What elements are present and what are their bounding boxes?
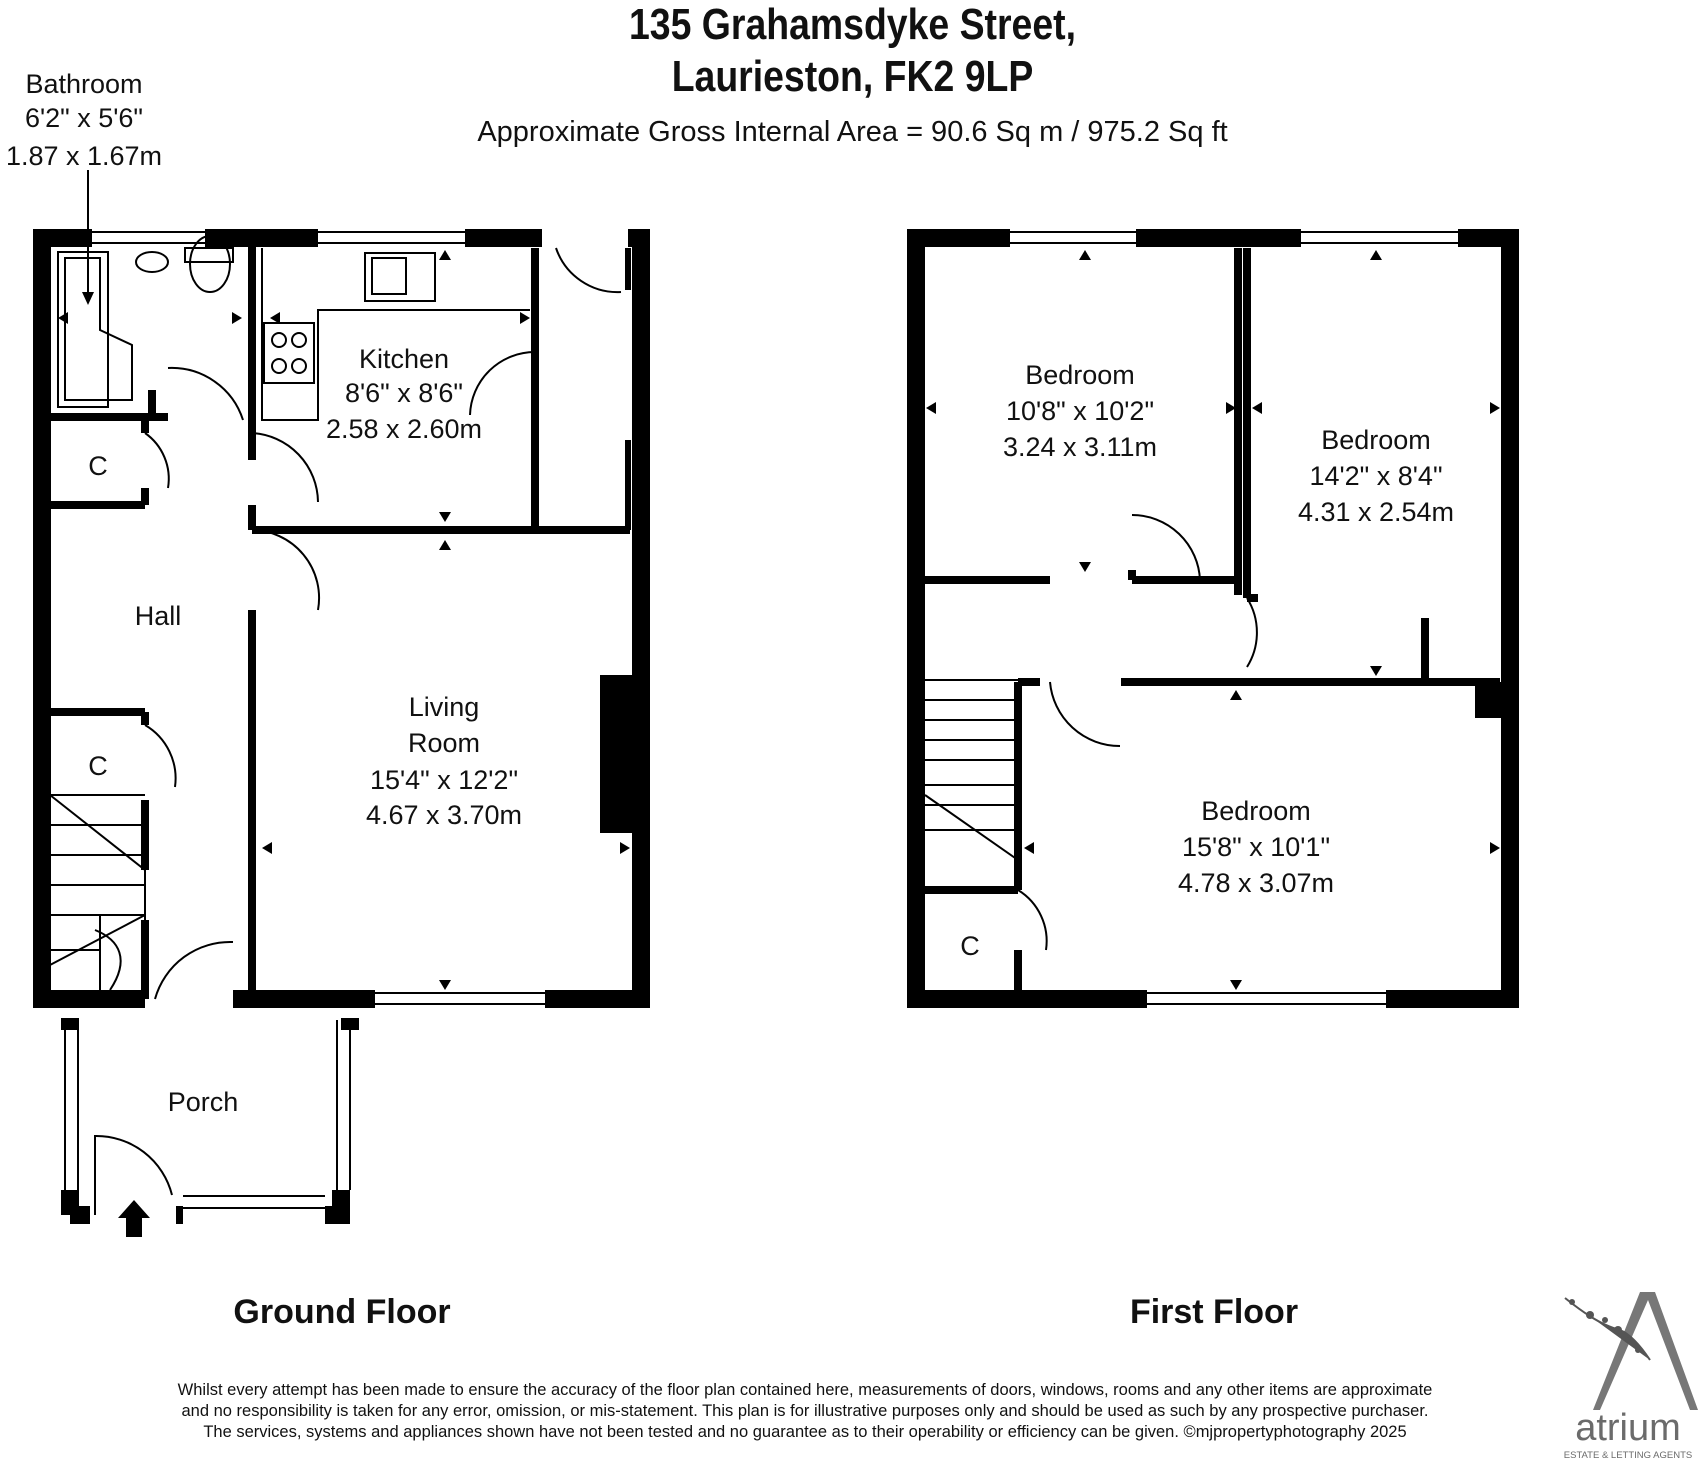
bedroom-3-imperial: 15'8" x 10'1" (1181, 832, 1331, 862)
atrium-logo (1564, 1292, 1698, 1461)
bedroom-1-imperial: 10'8" x 10'2" (1005, 396, 1155, 426)
bathroom-name: Bathroom (25, 69, 143, 99)
bathroom-imperial: 6'2" x 5'6" (24, 103, 144, 133)
living-room-imperial: 15'4" x 12'2" (369, 765, 519, 795)
bedroom-3-name: Bedroom (1201, 796, 1311, 826)
chimney (1475, 682, 1503, 718)
living-room-name-line1: Living (408, 692, 480, 722)
bedroom-2-imperial: 14'2" x 8'4" (1309, 461, 1443, 491)
bedroom-2-metric: 4.31 x 2.54m (1297, 497, 1455, 527)
logo-tagline: ESTATE & LETTING AGENTS (1563, 1450, 1693, 1461)
porch-label: Porch (167, 1087, 239, 1117)
hob (264, 323, 314, 383)
kitchen-name: Kitchen (358, 344, 450, 374)
living-room-metric: 4.67 x 3.70m (365, 800, 523, 830)
disclaimer-line-2: and no responsibility is taken for any error, omission, or mis-statement. This plan is for illustrative purposes only and should be used as such by any prospective purchaser. (181, 1402, 1429, 1420)
fireplace (600, 675, 632, 833)
stairs (925, 680, 1018, 860)
door-swing (1132, 515, 1200, 580)
disclaimer-line-3: The services, systems and appliances shown have not been tested and no guarantee as to their operability or efficiency can be given. ©mjpropertyphotography 2025 (203, 1423, 1407, 1441)
cupboard-label: C (960, 931, 980, 961)
stairs (50, 795, 145, 999)
disclaimer-line-1: Whilst every attempt has been made to ensure the accuracy of the floor plan contained here, measurements of doors, windows, rooms and any other items are approximate (177, 1381, 1433, 1399)
bedroom-1-name: Bedroom (1025, 360, 1135, 390)
store-wall (535, 248, 628, 530)
cupboard-label: C (88, 751, 108, 781)
first-floor-label: First Floor (1129, 1293, 1299, 1331)
basin (136, 252, 168, 272)
address-line-2: Laurieston, FK2 9LP (671, 52, 1034, 101)
kitchen-imperial: 8'6" x 8'6" (344, 378, 464, 408)
gross-internal-area: Approximate Gross Internal Area = 90.6 Sq m / 975.2 Sq ft (477, 116, 1228, 148)
address-line-1: 135 Grahamsdyke Street, (629, 0, 1076, 49)
kitchen-metric: 2.58 x 2.60m (325, 414, 483, 444)
disclaimer (80, 1380, 1530, 1443)
ground-floor-plan (42, 232, 641, 1237)
logo-name: atrium (1575, 1407, 1681, 1449)
bedroom-2-name: Bedroom (1321, 425, 1431, 455)
hall-label: Hall (134, 601, 182, 631)
cupboard-label: C (88, 451, 108, 481)
door-swing (168, 368, 243, 420)
bathroom-metric: 1.87 x 1.67m (5, 141, 163, 171)
ground-floor-label: Ground Floor (233, 1293, 451, 1331)
entrance-arrow-icon (118, 1200, 150, 1237)
bedroom-3-metric: 4.78 x 3.07m (1177, 868, 1335, 898)
living-room-name-line2: Room (407, 728, 481, 758)
bedroom-1-metric: 3.24 x 3.11m (1002, 432, 1158, 462)
logo-a-mark-icon (1593, 1292, 1698, 1410)
